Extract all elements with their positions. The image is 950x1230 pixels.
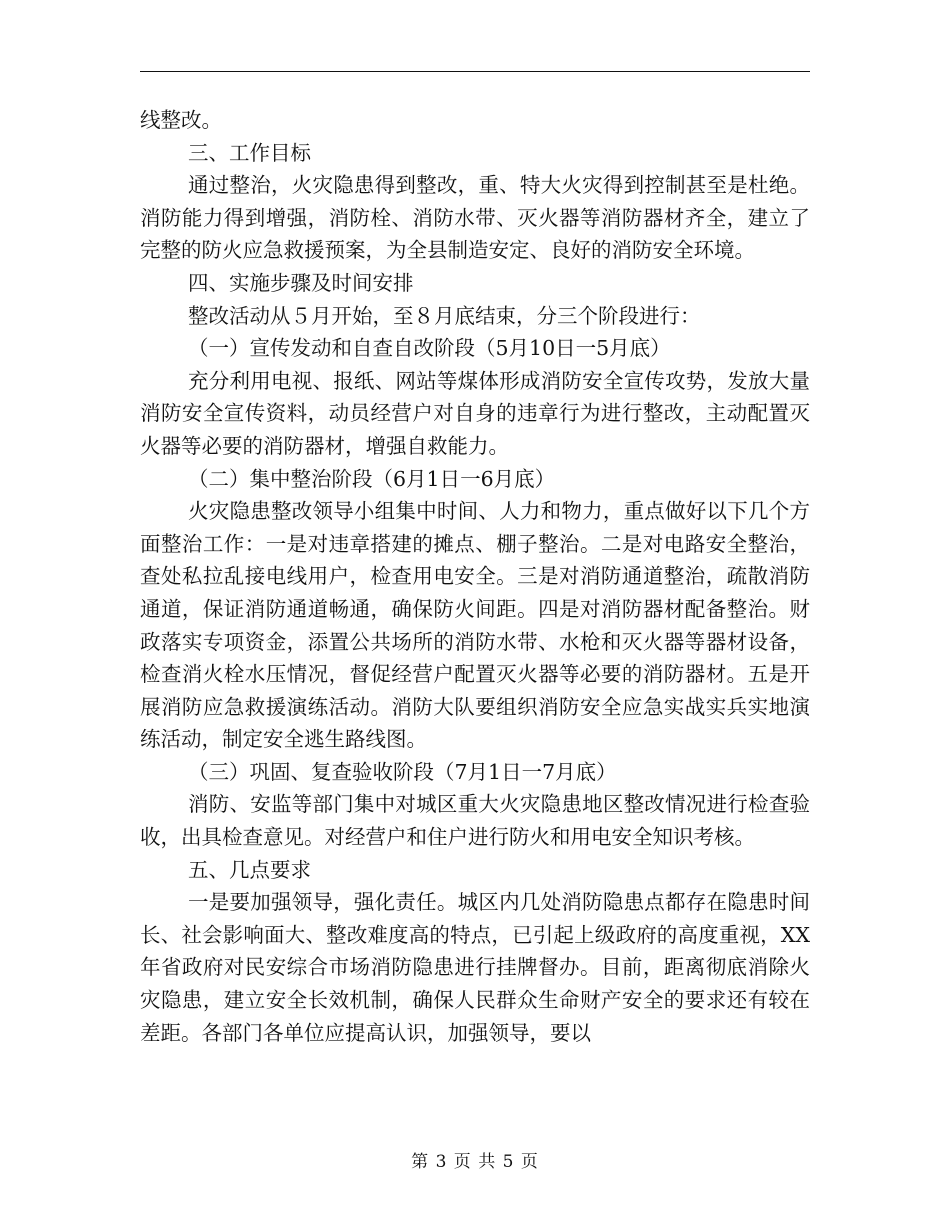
- paragraph-phase-two: 火灾隐患整改领导小组集中时间、人力和物力，重点做好以下几个方面整治工作：一是对违章搭建的摊点、棚子整治。二是对电路安全整治，查处私拉乱接电线用户，检查用电安全。三是对消防通道整治，疏散消防通道，保证消防通道畅通，确保防火间距。四是对消防器材配备整治。财政落实专项资金，添置公共场所的消防水带、水枪和灭火器等器材设备，检查消火栓水压情况，督促经营户配置灭火器等必要的消防器材。五是开展消防应急救援演练活动。消防大队要组织消防安全应急实战实兵实地演练活动，制定安全逃生路线图。: [140, 499, 810, 752]
- header-rule: [140, 71, 810, 72]
- subheading-phase-one: （一）宣传发动和自查自改阶段（5月10日一5月底）: [188, 336, 671, 361]
- subheading-phase-three: （三）巩固、复查验收阶段（7月1日一7月底）: [188, 759, 617, 784]
- section-heading-steps: 四、实施步骤及时间安排: [188, 270, 414, 295]
- paragraph-requirements: 一是要加强领导，强化责任。城区内几处消防隐患点都存在隐患时间长、社会影响面大、整改难度高的特点，已引起上级政府的高度重视，XX年省政府对民安综合市场消防隐患进行挂牌督办。目前，距离彻底消除火灾隐患，建立安全长效机制，确保人民群众生命财产安全的要求还有较在差距。各部门各单位应提高认识，加强领导，要以: [140, 890, 810, 1045]
- section-heading-goals: 三、工作目标: [188, 140, 311, 165]
- subheading-phase-two: （二）集中整治阶段（6月1日一6月底）: [188, 466, 556, 491]
- page-number-footer: 第 3 页 共 5 页: [411, 1152, 539, 1172]
- paragraph-continuation: 线整改。: [140, 108, 222, 132]
- paragraph-phase-three: 消防、安监等部门集中对城区重大火灾隐患地区整改情况进行检查验收，出具检查意见。对经营户和住户进行防火和用电安全知识考核。: [140, 792, 810, 850]
- paragraph-steps-intro: 整改活动从５月开始，至８月底结束，分三个阶段进行：: [188, 303, 701, 328]
- paragraph-goals: 通过整治，火灾隐患得到整改，重、特大火灾得到控制甚至是杜绝。消防能力得到增强，消防栓、消防水带、灭火器等消防器材齐全，建立了完整的防火应急救援预案，为全县制造安定、良好的消防安全环境。: [140, 173, 810, 263]
- paragraph-phase-one: 充分利用电视、报纸、网站等煤体形成消防安全宣传攻势，发放大量消防安全宣传资料，动员经营户对自身的违章行为进行整改，主动配置灭火器等必要的消防器材，增强自救能力。: [140, 368, 810, 458]
- section-heading-requirements: 五、几点要求: [188, 857, 311, 882]
- document-body: [140, 104, 810, 1049]
